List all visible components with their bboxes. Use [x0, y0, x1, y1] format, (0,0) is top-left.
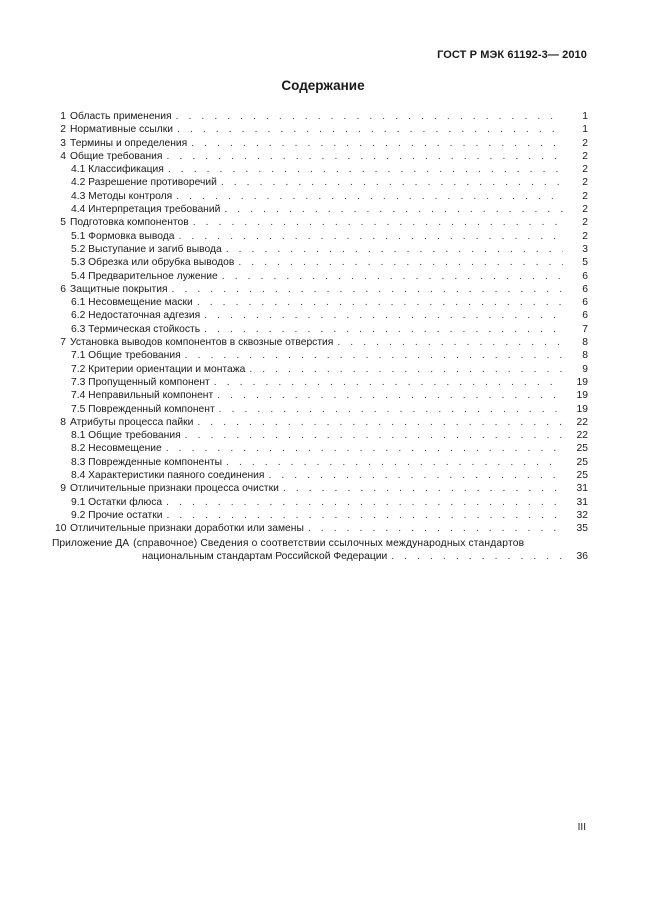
- toc-entry-title: 4.1 Классификация: [71, 164, 164, 176]
- toc-entry-title: Нормативные ссылки: [70, 124, 174, 136]
- toc-entries: [55, 110, 588, 536]
- toc-leader-dots: [197, 416, 563, 429]
- toc-entry-title: 5.3 Обрезка или обрубка выводов: [71, 257, 235, 269]
- toc-entry[interactable]: [55, 456, 588, 469]
- toc-entry-title: Защитные покрытия: [70, 283, 168, 295]
- toc-entry-number: 4: [60, 150, 66, 162]
- toc-entry-page: 19: [576, 403, 588, 415]
- toc-entry-page: 25: [576, 470, 588, 482]
- toc-entry-number: 7: [60, 337, 66, 349]
- toc-entry-label: [55, 442, 162, 455]
- page-title: Содержание: [281, 78, 365, 93]
- toc-entry-title: 5.4 Предварительное лужение: [71, 270, 218, 282]
- toc-entry-title: 5.1 Формовка вывода: [71, 230, 175, 242]
- toc-entry-page: 6: [582, 283, 588, 295]
- toc-entry[interactable]: [55, 137, 588, 150]
- toc-leader-dots: [166, 509, 563, 522]
- toc-leader-dots: [172, 283, 563, 296]
- toc-entry-label: [55, 349, 181, 362]
- toc-entry[interactable]: [55, 496, 588, 509]
- toc-entry-page: 22: [576, 416, 588, 428]
- toc-leader-dots: [179, 230, 563, 243]
- toc-entry-title: Отличительные признаки процесса очистки: [70, 483, 279, 495]
- toc-entry[interactable]: [55, 216, 588, 229]
- toc-entry[interactable]: [55, 123, 588, 136]
- toc-entry-page: 6: [582, 310, 588, 322]
- toc-entry-title: 5.2 Выступание и загиб вывода: [71, 243, 222, 255]
- toc-leader-dots: [219, 403, 563, 416]
- toc-leader-dots: [204, 323, 563, 336]
- toc-entry-label: [55, 270, 218, 283]
- toc-leader-dots: [166, 442, 563, 455]
- toc-entry-page: 2: [582, 190, 588, 202]
- toc-leader-dots: [238, 256, 563, 269]
- toc-leader-dots: [226, 243, 563, 256]
- toc-entry-page: 2: [582, 164, 588, 176]
- toc-entry-title: 7.5 Поврежденный компонент: [71, 403, 215, 415]
- toc-entry-page: 22: [576, 430, 588, 442]
- toc-entry-page: 31: [576, 483, 588, 495]
- toc-entry-page: 8: [582, 337, 588, 349]
- toc-entry[interactable]: [55, 176, 588, 189]
- toc-entry-page: 25: [576, 443, 588, 455]
- toc-entry-title: 4.3 Методы контроля: [71, 190, 173, 202]
- toc-entry-label: [55, 296, 193, 309]
- toc-leader-dots: [221, 176, 563, 189]
- toc-leader-dots: [166, 496, 563, 509]
- toc-entry-label: [55, 163, 164, 176]
- toc-leader-dots: [193, 216, 563, 229]
- toc-entry[interactable]: [55, 522, 588, 535]
- toc-entry-page: 9: [582, 363, 588, 375]
- appendix-page-number: 36: [576, 550, 588, 562]
- toc-leader-dots: [222, 270, 563, 283]
- toc-entry[interactable]: [55, 323, 588, 336]
- toc-entry-page: 7: [582, 323, 588, 335]
- toc-appendix-entry[interactable]: [52, 537, 588, 564]
- toc-entry-label: [55, 176, 217, 189]
- toc-entry-number: 2: [60, 124, 66, 136]
- toc-entry-label: [55, 230, 175, 243]
- toc-entry-page: 32: [576, 509, 588, 521]
- toc-entry-label: [55, 482, 279, 495]
- standard-code-header: ГОСТ Р МЭК 61192-3— 2010: [437, 49, 587, 61]
- toc-entry[interactable]: [55, 230, 588, 243]
- appendix-prefix: Приложение ДА: [52, 537, 130, 549]
- toc-entry-title: 9.2 Прочие остатки: [71, 509, 163, 521]
- toc-entry[interactable]: [55, 336, 588, 349]
- appendix-title-line2: национальным стандартам Российской Федерации: [142, 550, 388, 562]
- toc-entry-page: 2: [582, 204, 588, 216]
- toc-entry-title: Область применения: [70, 111, 172, 122]
- toc-entry-number: 10: [55, 523, 67, 535]
- toc-entry-title: 7.3 Пропущенный компонент: [71, 376, 210, 388]
- toc-entry-page: 35: [576, 523, 588, 535]
- toc-entry[interactable]: [55, 482, 588, 495]
- toc-entry-label: [55, 389, 213, 402]
- toc-entry-label: [55, 190, 172, 203]
- toc-entry-label: [55, 336, 333, 349]
- toc-leader-dots: [185, 349, 563, 362]
- toc-entry-title: 7.4 Неправильный компонент: [71, 390, 214, 402]
- toc-entry-label: [55, 429, 181, 442]
- toc-entry[interactable]: [55, 363, 588, 376]
- toc-entry[interactable]: [55, 270, 588, 283]
- toc-entry-page: 2: [582, 177, 588, 189]
- toc-entry[interactable]: [55, 190, 588, 203]
- toc-leader-dots: [168, 163, 563, 176]
- toc-leader-dots: [226, 456, 563, 469]
- toc-leader-dots: [268, 469, 563, 482]
- toc-entry-label: [55, 416, 193, 429]
- toc-entry-page: 2: [582, 230, 588, 242]
- toc-entry-label: [55, 110, 172, 123]
- toc-entry-title: 6.2 Недостаточная адгезия: [71, 310, 201, 322]
- toc-entry-label: [55, 469, 264, 482]
- toc-entry-page: 6: [582, 297, 588, 309]
- toc-entry-number: 3: [60, 137, 66, 149]
- toc-entry-page: 6: [582, 270, 588, 282]
- toc-entry-title: Отличительные признаки доработки или замены: [70, 523, 304, 535]
- footer-page-number: III: [577, 822, 586, 833]
- toc-leader-dots: [337, 336, 563, 349]
- toc-entry-title: Установка выводов компонентов в сквозные отверстия: [70, 337, 334, 349]
- toc-entry-label: [55, 522, 304, 535]
- toc-entry-title: 4.4 Интерпретация требований: [71, 204, 221, 216]
- toc-leader-dots: [217, 389, 563, 402]
- toc-leader-dots: [176, 110, 563, 123]
- toc-entry[interactable]: [55, 509, 588, 522]
- toc-entry[interactable]: [55, 416, 588, 429]
- toc-entry[interactable]: [55, 403, 588, 416]
- toc-entry-page: 2: [582, 137, 588, 149]
- toc-leader-dots: [197, 296, 563, 309]
- toc-entry-title: 4.2 Разрешение противоречий: [71, 177, 217, 189]
- appendix-second-line: [55, 550, 588, 563]
- toc-entry-title: 7.1 Общие требования: [71, 350, 181, 362]
- toc-entry-label: [55, 283, 168, 296]
- toc-entry-number: 1: [60, 111, 66, 122]
- toc-entry-page: 2: [582, 217, 588, 229]
- toc-entry-title: 8.1 Общие требования: [71, 430, 181, 442]
- toc-entry[interactable]: [55, 389, 588, 402]
- toc-entry-title: 8.2 Несовмещение: [71, 443, 162, 455]
- toc-entry-label: [55, 309, 200, 322]
- toc-entry[interactable]: [55, 376, 588, 389]
- toc-entry-label: [55, 456, 222, 469]
- toc-entry-number: 9: [60, 483, 66, 495]
- toc-entry-label: [55, 363, 245, 376]
- toc-entry[interactable]: [55, 163, 588, 176]
- toc-entry[interactable]: [55, 349, 588, 362]
- appendix-first-line: [52, 537, 588, 550]
- toc-entry-label: [55, 323, 200, 336]
- toc-entry-title: 8.4 Характеристики паяного соединения: [71, 470, 265, 482]
- toc-entry-label: [55, 243, 222, 256]
- toc-leader-dots: [214, 376, 563, 389]
- toc-entry-label: [55, 123, 173, 136]
- toc-entry[interactable]: [55, 243, 588, 256]
- toc-entry[interactable]: [55, 110, 588, 123]
- toc-entry[interactable]: [55, 469, 588, 482]
- toc-leader-dots: [391, 550, 563, 563]
- toc-leader-dots: [167, 150, 564, 163]
- toc-entry-title: Общие требования: [70, 150, 163, 162]
- appendix-title-line1: (справочное) Сведения о соответствии ссылочных международных стандартов: [133, 537, 525, 549]
- toc-entry-title: Атрибуты процесса пайки: [70, 416, 194, 428]
- toc-entry-title: Подготовка компонентов: [70, 217, 189, 229]
- toc-leader-dots: [283, 482, 563, 495]
- toc-leader-dots: [185, 429, 563, 442]
- toc-entry[interactable]: [55, 296, 588, 309]
- toc-leader-dots: [224, 203, 563, 216]
- toc-entry-number: 5: [60, 217, 66, 229]
- toc-entry-title: 7.2 Критерии ориентации и монтажа: [71, 363, 246, 375]
- toc-entry-page: 2: [582, 150, 588, 162]
- toc-entry-title: 6.1 Несовмещение маски: [71, 297, 193, 309]
- table-of-contents: [52, 110, 588, 563]
- toc-entry-page: 25: [576, 456, 588, 468]
- toc-entry-page: 5: [582, 257, 588, 269]
- toc-entry-number: 6: [60, 283, 66, 295]
- toc-entry-label: [55, 150, 163, 163]
- toc-entry-title: 6.3 Термическая стойкость: [71, 323, 201, 335]
- toc-leader-dots: [204, 309, 563, 322]
- toc-leader-dots: [308, 522, 563, 535]
- toc-entry[interactable]: [55, 429, 588, 442]
- toc-entry-page: 3: [582, 243, 588, 255]
- toc-leader-dots: [177, 123, 563, 136]
- toc-entry[interactable]: [55, 442, 588, 455]
- toc-entry-label: [55, 203, 220, 216]
- toc-entry-page: 19: [576, 390, 588, 402]
- toc-entry[interactable]: [55, 150, 588, 163]
- toc-entry[interactable]: [55, 203, 588, 216]
- toc-entry[interactable]: [55, 309, 588, 322]
- toc-leader-dots: [249, 363, 563, 376]
- toc-entry-label: [55, 509, 162, 522]
- toc-entry-page: 19: [576, 376, 588, 388]
- toc-entry-number: 8: [60, 416, 66, 428]
- toc-entry-label: [55, 216, 189, 229]
- toc-leader-dots: [176, 190, 563, 203]
- toc-entry-page: 8: [582, 350, 588, 362]
- toc-entry-title: 8.3 Поврежденные компоненты: [71, 456, 223, 468]
- toc-entry-label: [55, 256, 234, 269]
- toc-entry-page: 1: [582, 111, 588, 122]
- toc-entry-label: [55, 376, 210, 389]
- toc-entry-label: [55, 403, 215, 416]
- toc-entry-title: Термины и определения: [70, 137, 188, 149]
- toc-entry-label: [55, 137, 187, 150]
- toc-entry[interactable]: [55, 283, 588, 296]
- toc-entry-page: 1: [582, 124, 588, 136]
- toc-entry-title: 9.1 Остатки флюса: [71, 496, 163, 508]
- toc-entry[interactable]: [55, 256, 588, 269]
- toc-entry-page: 31: [576, 496, 588, 508]
- toc-leader-dots: [191, 137, 563, 150]
- toc-entry-label: [55, 496, 162, 509]
